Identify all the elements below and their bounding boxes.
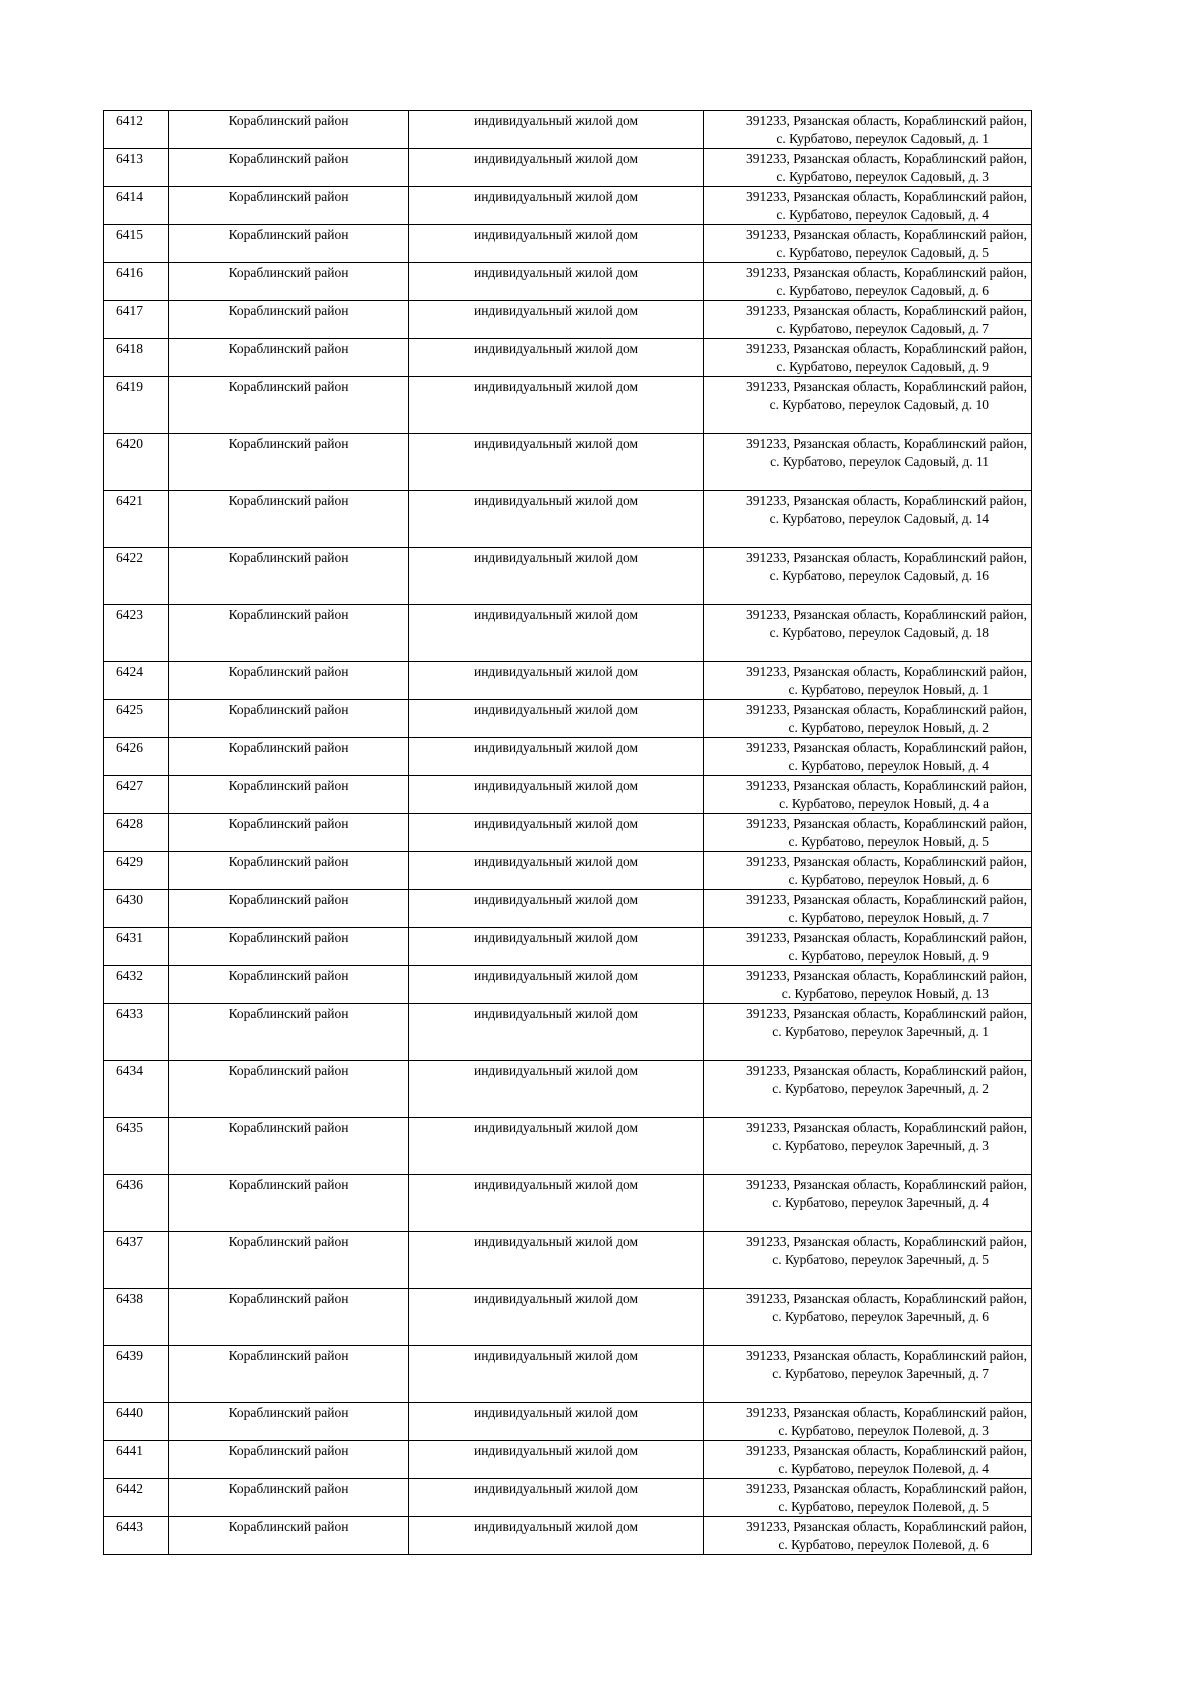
district-cell: Кораблинский район bbox=[169, 491, 409, 548]
address-cell bbox=[704, 662, 1032, 700]
table-row bbox=[104, 1232, 1032, 1289]
table-row bbox=[104, 377, 1032, 434]
address-cell bbox=[704, 187, 1032, 225]
address-cell bbox=[704, 1061, 1032, 1118]
address-cell bbox=[704, 814, 1032, 852]
address-line-1: 391233, Рязанская область, Кораблинский район, bbox=[746, 664, 1027, 679]
address-cell bbox=[704, 548, 1032, 605]
table-row bbox=[104, 149, 1032, 187]
object-type-cell: индивидуальный жилой дом bbox=[409, 1441, 704, 1479]
table-row bbox=[104, 1061, 1032, 1118]
address-line-1: 391233, Рязанская область, Кораблинский район, bbox=[746, 151, 1027, 166]
table-row bbox=[104, 1517, 1032, 1555]
row-number: 6431 bbox=[104, 928, 169, 966]
address-line-2: с. Курбатово, переулок Новый, д. 1 bbox=[788, 682, 989, 697]
address-line-1: 391233, Рязанская область, Кораблинский район, bbox=[746, 1063, 1027, 1078]
table-row bbox=[104, 928, 1032, 966]
row-number: 6439 bbox=[104, 1346, 169, 1403]
table-row bbox=[104, 263, 1032, 301]
address-line-1: 391233, Рязанская область, Кораблинский район, bbox=[746, 227, 1027, 242]
table-row bbox=[104, 187, 1032, 225]
address-cell bbox=[704, 1517, 1032, 1555]
row-number: 6430 bbox=[104, 890, 169, 928]
address-cell bbox=[704, 1289, 1032, 1346]
row-number: 6433 bbox=[104, 1004, 169, 1061]
district-cell: Кораблинский район bbox=[169, 263, 409, 301]
address-line-1: 391233, Рязанская область, Кораблинский район, bbox=[746, 607, 1027, 622]
address-cell bbox=[704, 434, 1032, 491]
row-number: 6427 bbox=[104, 776, 169, 814]
address-cell bbox=[704, 225, 1032, 263]
row-number: 6438 bbox=[104, 1289, 169, 1346]
district-cell: Кораблинский район bbox=[169, 301, 409, 339]
district-cell: Кораблинский район bbox=[169, 434, 409, 491]
row-number: 6440 bbox=[104, 1403, 169, 1441]
district-cell: Кораблинский район bbox=[169, 1441, 409, 1479]
object-type-cell: индивидуальный жилой дом bbox=[409, 1289, 704, 1346]
address-line-2: с. Курбатово, переулок Садовый, д. 9 bbox=[776, 359, 989, 374]
address-line-2: с. Курбатово, переулок Садовый, д. 18 bbox=[769, 625, 989, 640]
address-line-2: с. Курбатово, переулок Заречный, д. 4 bbox=[772, 1195, 989, 1210]
object-type-cell: индивидуальный жилой дом bbox=[409, 1346, 704, 1403]
address-line-2: с. Курбатово, переулок Заречный, д. 2 bbox=[772, 1081, 989, 1096]
object-type-cell: индивидуальный жилой дом bbox=[409, 1118, 704, 1175]
address-cell bbox=[704, 1175, 1032, 1232]
address-line-1: 391233, Рязанская область, Кораблинский район, bbox=[746, 303, 1027, 318]
address-cell bbox=[704, 1403, 1032, 1441]
address-line-1: 391233, Рязанская область, Кораблинский район, bbox=[746, 1519, 1027, 1534]
district-cell: Кораблинский район bbox=[169, 1289, 409, 1346]
address-line-2: с. Курбатово, переулок Новый, д. 4 а bbox=[779, 796, 989, 811]
district-cell: Кораблинский район bbox=[169, 111, 409, 149]
address-line-2: с. Курбатово, переулок Садовый, д. 16 bbox=[769, 568, 989, 583]
object-type-cell: индивидуальный жилой дом bbox=[409, 700, 704, 738]
table-row bbox=[104, 225, 1032, 263]
address-line-1: 391233, Рязанская область, Кораблинский район, bbox=[746, 341, 1027, 356]
object-type-cell: индивидуальный жилой дом bbox=[409, 1232, 704, 1289]
row-number: 6432 bbox=[104, 966, 169, 1004]
address-line-1: 391233, Рязанская область, Кораблинский район, bbox=[746, 930, 1027, 945]
table-row bbox=[104, 491, 1032, 548]
row-number: 6442 bbox=[104, 1479, 169, 1517]
object-type-cell: индивидуальный жилой дом bbox=[409, 434, 704, 491]
object-type-cell: индивидуальный жилой дом bbox=[409, 814, 704, 852]
row-number: 6426 bbox=[104, 738, 169, 776]
address-line-1: 391233, Рязанская область, Кораблинский район, bbox=[746, 1006, 1027, 1021]
address-cell bbox=[704, 1004, 1032, 1061]
district-cell: Кораблинский район bbox=[169, 738, 409, 776]
address-line-2: с. Курбатово, переулок Садовый, д. 11 bbox=[770, 454, 989, 469]
address-cell bbox=[704, 377, 1032, 434]
district-cell: Кораблинский район bbox=[169, 1403, 409, 1441]
address-line-1: 391233, Рязанская область, Кораблинский район, bbox=[746, 265, 1027, 280]
address-cell bbox=[704, 928, 1032, 966]
object-type-cell: индивидуальный жилой дом bbox=[409, 339, 704, 377]
table-row bbox=[104, 548, 1032, 605]
address-cell bbox=[704, 491, 1032, 548]
district-cell: Кораблинский район bbox=[169, 700, 409, 738]
address-line-2: с. Курбатово, переулок Полевой, д. 5 bbox=[778, 1499, 989, 1514]
table-row bbox=[104, 1118, 1032, 1175]
address-line-1: 391233, Рязанская область, Кораблинский район, bbox=[746, 189, 1027, 204]
row-number: 6428 bbox=[104, 814, 169, 852]
address-line-1: 391233, Рязанская область, Кораблинский район, bbox=[746, 1234, 1027, 1249]
row-number: 6443 bbox=[104, 1517, 169, 1555]
row-number: 6425 bbox=[104, 700, 169, 738]
table-row bbox=[104, 662, 1032, 700]
row-number: 6419 bbox=[104, 377, 169, 434]
object-type-cell: индивидуальный жилой дом bbox=[409, 377, 704, 434]
row-number: 6423 bbox=[104, 605, 169, 662]
district-cell: Кораблинский район bbox=[169, 1004, 409, 1061]
object-type-cell: индивидуальный жилой дом bbox=[409, 1061, 704, 1118]
address-line-2: с. Курбатово, переулок Заречный, д. 3 bbox=[772, 1138, 989, 1153]
address-cell bbox=[704, 966, 1032, 1004]
address-line-2: с. Курбатово, переулок Новый, д. 2 bbox=[788, 720, 989, 735]
object-type-cell: индивидуальный жилой дом bbox=[409, 605, 704, 662]
row-number: 6437 bbox=[104, 1232, 169, 1289]
address-line-2: с. Курбатово, переулок Заречный, д. 7 bbox=[772, 1366, 989, 1381]
table-row bbox=[104, 111, 1032, 149]
address-cell bbox=[704, 852, 1032, 890]
address-line-2: с. Курбатово, переулок Садовый, д. 7 bbox=[776, 321, 989, 336]
row-number: 6413 bbox=[104, 149, 169, 187]
address-cell bbox=[704, 776, 1032, 814]
district-cell: Кораблинский район bbox=[169, 548, 409, 605]
address-line-1: 391233, Рязанская область, Кораблинский район, bbox=[746, 1120, 1027, 1135]
address-cell bbox=[704, 1479, 1032, 1517]
table-row bbox=[104, 339, 1032, 377]
object-type-cell: индивидуальный жилой дом bbox=[409, 928, 704, 966]
table-row bbox=[104, 966, 1032, 1004]
district-cell: Кораблинский район bbox=[169, 814, 409, 852]
address-line-1: 391233, Рязанская область, Кораблинский район, bbox=[746, 702, 1027, 717]
district-cell: Кораблинский район bbox=[169, 1232, 409, 1289]
object-type-cell: индивидуальный жилой дом bbox=[409, 1479, 704, 1517]
row-number: 6417 bbox=[104, 301, 169, 339]
district-cell: Кораблинский район bbox=[169, 852, 409, 890]
object-type-cell: индивидуальный жилой дом bbox=[409, 966, 704, 1004]
address-cell bbox=[704, 263, 1032, 301]
district-cell: Кораблинский район bbox=[169, 339, 409, 377]
address-line-2: с. Курбатово, переулок Заречный, д. 5 bbox=[772, 1252, 989, 1267]
address-line-2: с. Курбатово, переулок Новый, д. 7 bbox=[788, 910, 989, 925]
address-line-2: с. Курбатово, переулок Садовый, д. 6 bbox=[776, 283, 989, 298]
table-row bbox=[104, 852, 1032, 890]
address-line-2: с. Курбатово, переулок Садовый, д. 10 bbox=[769, 397, 989, 412]
address-cell bbox=[704, 605, 1032, 662]
address-cell bbox=[704, 149, 1032, 187]
address-line-2: с. Курбатово, переулок Садовый, д. 5 bbox=[776, 245, 989, 260]
address-cell bbox=[704, 890, 1032, 928]
table-row bbox=[104, 700, 1032, 738]
district-cell: Кораблинский район bbox=[169, 1175, 409, 1232]
district-cell: Кораблинский район bbox=[169, 1517, 409, 1555]
object-type-cell: индивидуальный жилой дом bbox=[409, 263, 704, 301]
table-body bbox=[104, 111, 1032, 1555]
row-number: 6414 bbox=[104, 187, 169, 225]
object-type-cell: индивидуальный жилой дом bbox=[409, 1517, 704, 1555]
district-cell: Кораблинский район bbox=[169, 149, 409, 187]
table-row bbox=[104, 1175, 1032, 1232]
table-row bbox=[104, 434, 1032, 491]
table-row bbox=[104, 605, 1032, 662]
table-row bbox=[104, 1346, 1032, 1403]
address-cell bbox=[704, 1118, 1032, 1175]
district-cell: Кораблинский район bbox=[169, 1479, 409, 1517]
object-type-cell: индивидуальный жилой дом bbox=[409, 776, 704, 814]
table-row bbox=[104, 1403, 1032, 1441]
table-row bbox=[104, 776, 1032, 814]
district-cell: Кораблинский район bbox=[169, 605, 409, 662]
address-cell bbox=[704, 700, 1032, 738]
object-type-cell: индивидуальный жилой дом bbox=[409, 1175, 704, 1232]
address-cell bbox=[704, 339, 1032, 377]
row-number: 6416 bbox=[104, 263, 169, 301]
address-line-2: с. Курбатово, переулок Новый, д. 9 bbox=[788, 948, 989, 963]
address-line-1: 391233, Рязанская область, Кораблинский район, bbox=[746, 1291, 1027, 1306]
district-cell: Кораблинский район bbox=[169, 1346, 409, 1403]
object-type-cell: индивидуальный жилой дом bbox=[409, 1403, 704, 1441]
district-cell: Кораблинский район bbox=[169, 890, 409, 928]
address-line-1: 391233, Рязанская область, Кораблинский район, bbox=[746, 968, 1027, 983]
address-line-2: с. Курбатово, переулок Полевой, д. 4 bbox=[778, 1461, 989, 1476]
district-cell: Кораблинский район bbox=[169, 225, 409, 263]
object-type-cell: индивидуальный жилой дом bbox=[409, 738, 704, 776]
table-row bbox=[104, 1004, 1032, 1061]
address-line-2: с. Курбатово, переулок Садовый, д. 4 bbox=[776, 207, 989, 222]
row-number: 6424 bbox=[104, 662, 169, 700]
object-type-cell: индивидуальный жилой дом bbox=[409, 662, 704, 700]
address-line-2: с. Курбатово, переулок Садовый, д. 1 bbox=[776, 131, 989, 146]
address-line-2: с. Курбатово, переулок Заречный, д. 6 bbox=[772, 1309, 989, 1324]
address-line-2: с. Курбатово, переулок Новый, д. 5 bbox=[788, 834, 989, 849]
district-cell: Кораблинский район bbox=[169, 662, 409, 700]
table-row bbox=[104, 1441, 1032, 1479]
address-line-1: 391233, Рязанская область, Кораблинский район, bbox=[746, 1348, 1027, 1363]
object-type-cell: индивидуальный жилой дом bbox=[409, 111, 704, 149]
address-line-1: 391233, Рязанская область, Кораблинский район, bbox=[746, 892, 1027, 907]
address-cell bbox=[704, 301, 1032, 339]
address-line-1: 391233, Рязанская область, Кораблинский район, bbox=[746, 1443, 1027, 1458]
address-line-2: с. Курбатово, переулок Новый, д. 6 bbox=[788, 872, 989, 887]
address-line-2: с. Курбатово, переулок Полевой, д. 3 bbox=[778, 1423, 989, 1438]
address-line-1: 391233, Рязанская область, Кораблинский район, bbox=[746, 1177, 1027, 1192]
address-line-1: 391233, Рязанская область, Кораблинский район, bbox=[746, 493, 1027, 508]
address-line-1: 391233, Рязанская область, Кораблинский район, bbox=[746, 113, 1027, 128]
address-line-2: с. Курбатово, переулок Садовый, д. 3 bbox=[776, 169, 989, 184]
address-line-2: с. Курбатово, переулок Заречный, д. 1 bbox=[772, 1024, 989, 1039]
address-line-1: 391233, Рязанская область, Кораблинский район, bbox=[746, 1405, 1027, 1420]
table-row bbox=[104, 890, 1032, 928]
table-row bbox=[104, 814, 1032, 852]
row-number: 6412 bbox=[104, 111, 169, 149]
row-number: 6420 bbox=[104, 434, 169, 491]
address-line-2: с. Курбатово, переулок Новый, д. 4 bbox=[788, 758, 989, 773]
address-line-1: 391233, Рязанская область, Кораблинский район, bbox=[746, 436, 1027, 451]
address-line-2: с. Курбатово, переулок Садовый, д. 14 bbox=[769, 511, 989, 526]
address-table bbox=[103, 110, 1032, 1555]
address-cell bbox=[704, 1232, 1032, 1289]
address-line-1: 391233, Рязанская область, Кораблинский район, bbox=[746, 379, 1027, 394]
address-line-1: 391233, Рязанская область, Кораблинский район, bbox=[746, 854, 1027, 869]
object-type-cell: индивидуальный жилой дом bbox=[409, 491, 704, 548]
district-cell: Кораблинский район bbox=[169, 377, 409, 434]
address-line-1: 391233, Рязанская область, Кораблинский район, bbox=[746, 778, 1027, 793]
address-line-2: с. Курбатово, переулок Полевой, д. 6 bbox=[778, 1537, 989, 1552]
district-cell: Кораблинский район bbox=[169, 1061, 409, 1118]
object-type-cell: индивидуальный жилой дом bbox=[409, 548, 704, 605]
object-type-cell: индивидуальный жилой дом bbox=[409, 149, 704, 187]
address-line-1: 391233, Рязанская область, Кораблинский район, bbox=[746, 816, 1027, 831]
object-type-cell: индивидуальный жилой дом bbox=[409, 852, 704, 890]
row-number: 6441 bbox=[104, 1441, 169, 1479]
row-number: 6421 bbox=[104, 491, 169, 548]
district-cell: Кораблинский район bbox=[169, 928, 409, 966]
row-number: 6422 bbox=[104, 548, 169, 605]
row-number: 6415 bbox=[104, 225, 169, 263]
row-number: 6435 bbox=[104, 1118, 169, 1175]
address-line-1: 391233, Рязанская область, Кораблинский район, bbox=[746, 550, 1027, 565]
district-cell: Кораблинский район bbox=[169, 966, 409, 1004]
row-number: 6436 bbox=[104, 1175, 169, 1232]
address-cell bbox=[704, 111, 1032, 149]
row-number: 6429 bbox=[104, 852, 169, 890]
table-row bbox=[104, 1479, 1032, 1517]
district-cell: Кораблинский район bbox=[169, 1118, 409, 1175]
object-type-cell: индивидуальный жилой дом bbox=[409, 301, 704, 339]
object-type-cell: индивидуальный жилой дом bbox=[409, 225, 704, 263]
address-cell bbox=[704, 1346, 1032, 1403]
table-row bbox=[104, 1289, 1032, 1346]
table-row bbox=[104, 301, 1032, 339]
table-row bbox=[104, 738, 1032, 776]
address-cell bbox=[704, 1441, 1032, 1479]
address-cell bbox=[704, 738, 1032, 776]
row-number: 6418 bbox=[104, 339, 169, 377]
district-cell: Кораблинский район bbox=[169, 187, 409, 225]
object-type-cell: индивидуальный жилой дом bbox=[409, 187, 704, 225]
address-line-1: 391233, Рязанская область, Кораблинский район, bbox=[746, 740, 1027, 755]
address-line-1: 391233, Рязанская область, Кораблинский район, bbox=[746, 1481, 1027, 1496]
address-line-2: с. Курбатово, переулок Новый, д. 13 bbox=[781, 986, 989, 1001]
row-number: 6434 bbox=[104, 1061, 169, 1118]
object-type-cell: индивидуальный жилой дом bbox=[409, 890, 704, 928]
district-cell: Кораблинский район bbox=[169, 776, 409, 814]
object-type-cell: индивидуальный жилой дом bbox=[409, 1004, 704, 1061]
